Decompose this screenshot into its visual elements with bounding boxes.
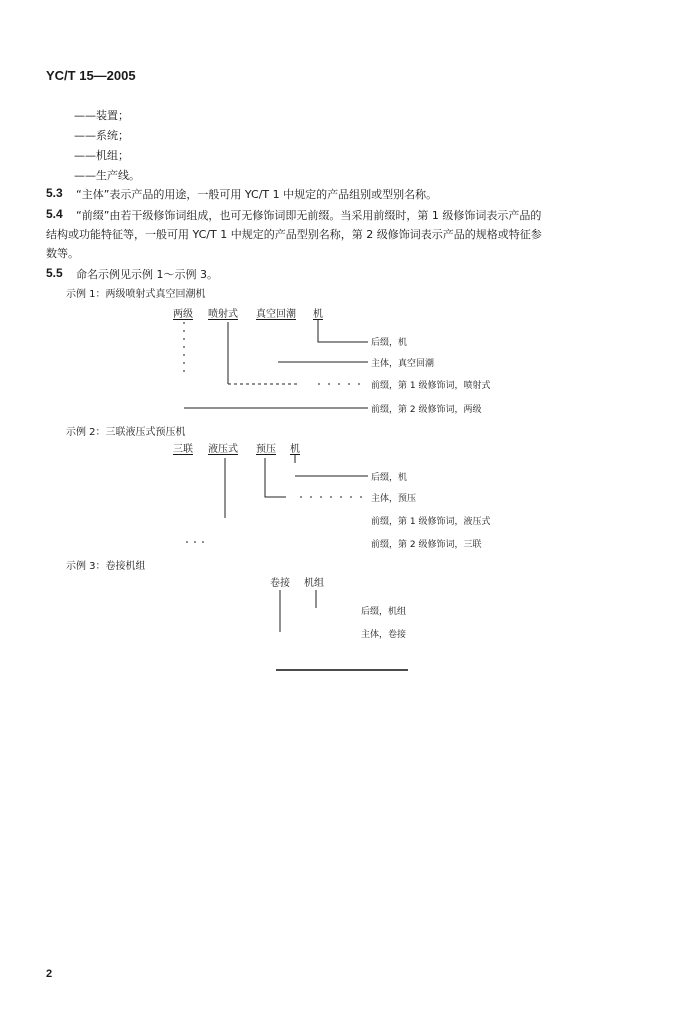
- part-label: 前缀，第 2 级修饰词，三联: [371, 540, 482, 550]
- part-label: 后缀，机: [371, 338, 408, 348]
- name-part: 喷射式: [208, 309, 238, 320]
- list-item: ——装置；: [74, 109, 129, 122]
- name-part: 两级: [173, 309, 193, 320]
- part-label: 前缀，第 1 级修饰词，喷射式: [371, 381, 491, 391]
- name-part: 预压: [256, 444, 276, 455]
- clause-text-line: 数等。: [46, 247, 79, 260]
- list-item: ——系统；: [74, 129, 129, 142]
- part-label: 主体，卷接: [361, 630, 407, 640]
- clause-text-line: 结构或功能特征等，一般可用 YC/T 1 中规定的产品型别名称，第 2 级修饰词表示产品的规格或特征参: [46, 228, 542, 241]
- part-label: 主体，预压: [371, 494, 417, 504]
- name-part: 真空回潮: [256, 309, 296, 320]
- example-title: 示例 2：三联液压式预压机: [66, 427, 186, 438]
- name-part: 机: [313, 309, 323, 320]
- clause-number: 5.5: [46, 266, 63, 280]
- part-label: 前缀，第 1 级修饰词，液压式: [371, 517, 491, 527]
- clause-text-line: “前缀”由若干级修饰词组成，也可无修饰词即无前缀。当采用前缀时，第 1 级修饰词表示产品的: [76, 209, 542, 222]
- clause-text: “主体”表示产品的用途，一般可用 YC/T 1 中规定的产品组别或型别名称。: [76, 188, 438, 201]
- list-item: ——机组；: [74, 149, 129, 162]
- list-item: ——生产线。: [74, 169, 140, 182]
- example-title: 示例 1：两级喷射式真空回潮机: [66, 289, 206, 300]
- clause-text: 命名示例见示例 1～示例 3。: [76, 268, 218, 281]
- clause-number: 5.3: [46, 186, 63, 200]
- part-label: 后缀，机组: [361, 607, 407, 617]
- name-part: 机组: [304, 578, 324, 589]
- clause-number: 5.4: [46, 207, 63, 221]
- page-number: 2: [46, 968, 53, 980]
- part-label: 前缀，第 2 级修饰词，两级: [371, 405, 482, 415]
- part-label: 后缀，机: [371, 473, 408, 483]
- example-title: 示例 3：卷接机组: [66, 561, 146, 572]
- name-part: 机: [290, 444, 300, 455]
- document-code: YC/T 15—2005: [46, 68, 136, 83]
- name-part: 三联: [173, 444, 193, 455]
- name-part: 液压式: [208, 444, 238, 455]
- name-part: 卷接: [270, 578, 290, 589]
- part-label: 主体，真空回潮: [371, 359, 435, 369]
